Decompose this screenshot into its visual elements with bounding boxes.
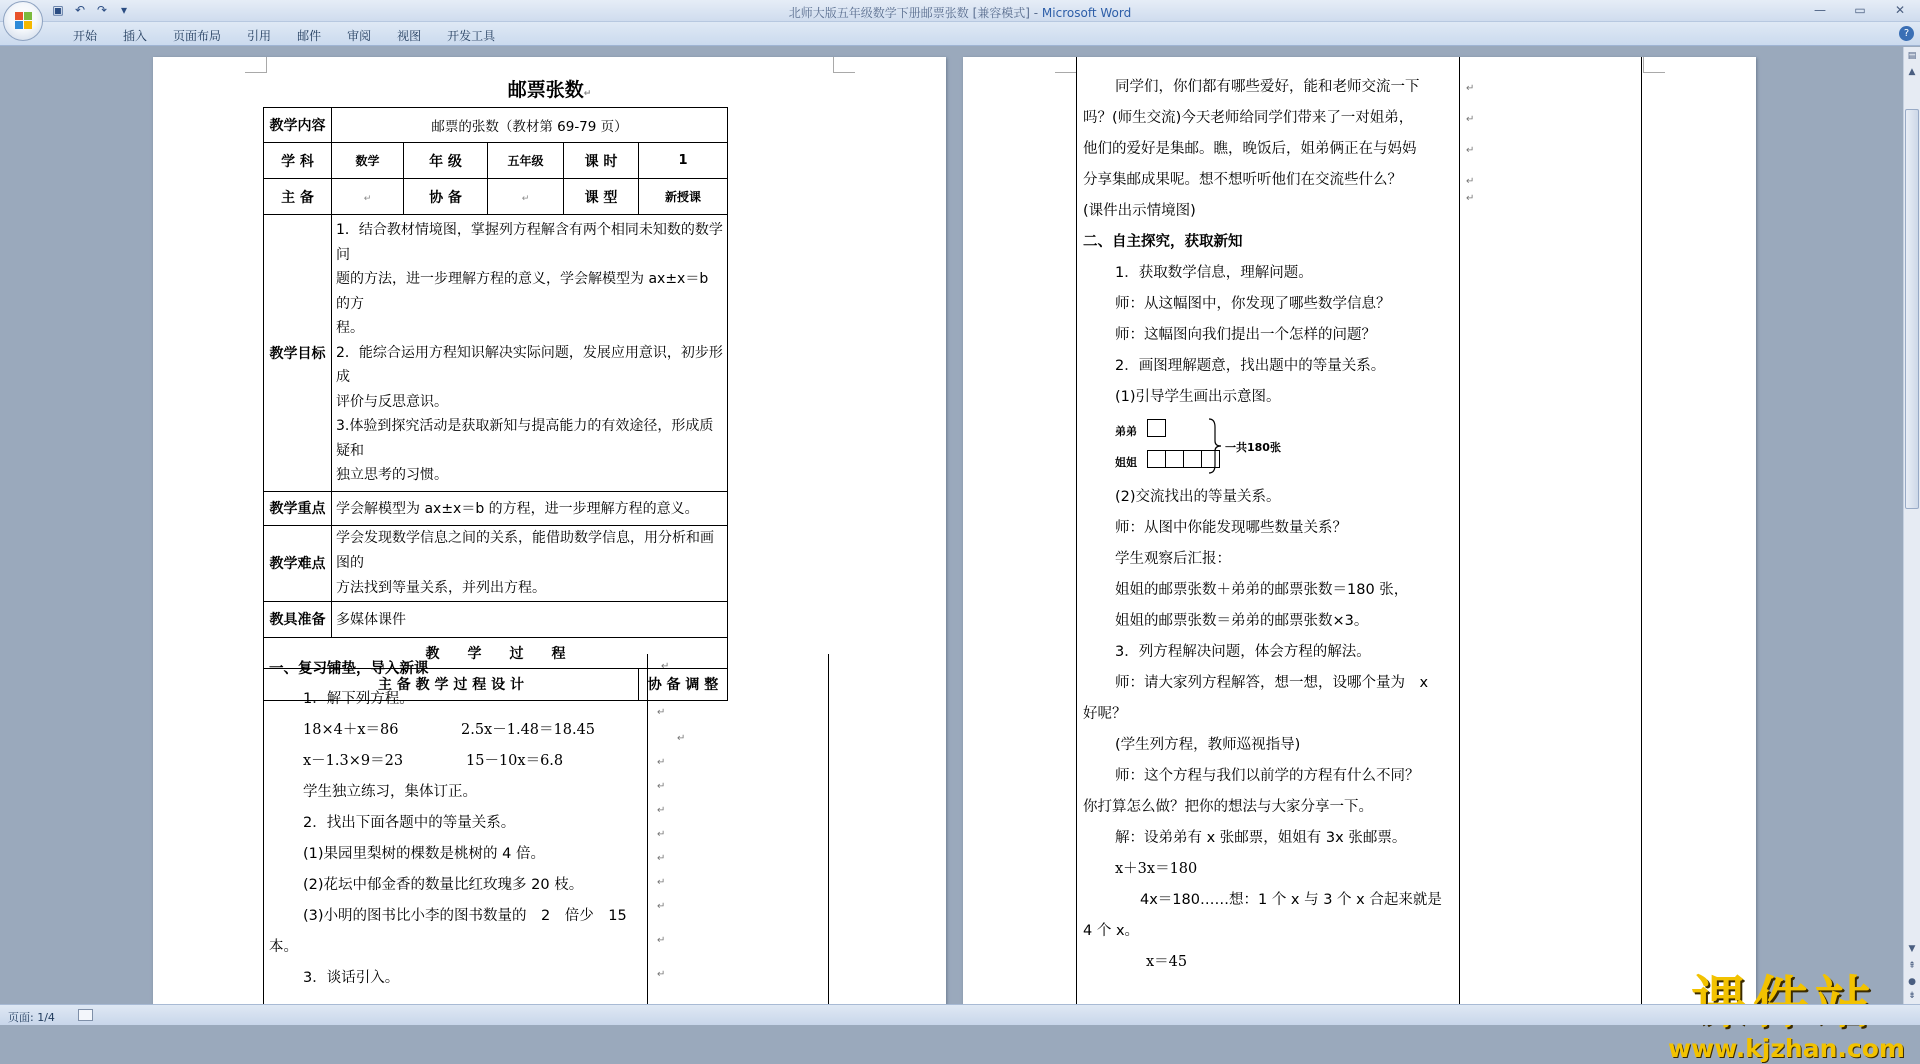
equation: 18×4＋x＝86: [303, 722, 399, 738]
margin-mark: [245, 57, 267, 73]
body-line: (课件出示情境图): [1083, 203, 1196, 219]
body-line: 师：这幅图向我们提出一个怎样的问题？: [1115, 327, 1376, 343]
body-line: 4x＝180……想：1 个 x 与 3 个 x 合起来就是: [1140, 892, 1442, 908]
process-header: 教 学 过 程: [264, 637, 728, 668]
minimize-icon[interactable]: —: [1814, 3, 1826, 17]
key-points-value: 学会解模型为 ax±x＝b 的方程，进一步理解方程的意义。: [332, 491, 728, 525]
body-line: 吗？(师生交流)今天老师给同学们带来了一对姐弟，: [1083, 110, 1414, 126]
vertical-scrollbar[interactable]: [1903, 47, 1920, 1004]
body-line: 同学们，你们都有哪些爱好，能和老师交流一下: [1115, 79, 1420, 95]
save-icon[interactable]: ▣: [52, 3, 64, 17]
body-line: 解：设弟弟有 x 张邮票，姐姐有 3x 张邮票。: [1115, 830, 1407, 846]
diagram-label-brother: 弟弟: [1115, 425, 1137, 438]
body-line: (1)果园里梨树的棵数是桃树的 4 倍。: [303, 846, 545, 862]
margin-mark: [1643, 57, 1665, 73]
ribbon: [0, 22, 1920, 46]
content-label: 教学内容: [264, 108, 332, 143]
body-line: 2．画图理解题意，找出题中的等量关系。: [1115, 358, 1386, 374]
body-line: 姐姐的邮票张数＋弟弟的邮票张数＝180 张，: [1115, 582, 1409, 598]
body-line: (1)引导学生画出示意图。: [1115, 389, 1281, 405]
main-teacher-label: 主 备: [264, 179, 332, 215]
body-line: 好呢？: [1083, 706, 1127, 722]
equation: 2.5x－1.48＝18.45: [461, 722, 596, 738]
equation: x＝45: [1146, 954, 1188, 970]
type-label: 课 型: [564, 179, 639, 215]
body-line: 1．解下列方程。: [303, 691, 414, 707]
page-indicator[interactable]: 页面: 1/4: [8, 1011, 55, 1024]
margin-mark: [833, 57, 855, 73]
body-line: 3．列方程解决问题，体会方程的解法。: [1115, 644, 1371, 660]
body-line: 2．找出下面各题中的等量关系。: [303, 815, 516, 831]
content-value: 邮票的张数（教材第 69-79 页）: [332, 108, 728, 143]
equation: x＋3x＝180: [1115, 861, 1198, 877]
type-value: 新授课: [639, 179, 728, 215]
tab-insert[interactable]: 插入: [123, 29, 148, 43]
page-1[interactable]: 邮票张数↵ 教学内容 邮票的张数（教材第 69-79 页） 学 科 数学 年 级 五年级 课 时 1 主 备 ↵ 协 备 ↵ 课 型 新授课 教学目标 1．结合教材情境图，掌握列方程解含有两个相同未知数的数学问 题的方法，进一步理解方程的意义，学会解模型为 ax±x＝b 的方 程。 2．能综合运用方程知识解决实际问题，发展应用意识，初步形成 评价与反思意识。 3.体验到探究活动是获取新知与提高能力的有效途径，形成质疑和 独立思考的习惯。 教学重点 学会解模型为 ax±x＝b 的方程，进一步理解方程的意义。 教学难点 学会发现数学信息之间的关系，能借助数学信息，用分析和画图的 方法找到等量关系，并列出方程。 教具准备 多媒体课件 教 学 过 程 主 备 教 学 过 程 设 计 协 备 调 整 一、复习铺垫，导入新课 1．解下列方程。 18×4＋x＝86 2.5x－1.48＝18.45 x－1.3×9＝23 15－10x＝6.8 学生独立练习，集体订正。 2．找出下面各题中的等量关系。 (1)果园里梨树的棵数是桃树的 4 倍。 (2)花坛中郁金香的数量比红玫瑰多 20 枝。 (3)小明的图书比小李的图书数量的 2 倍少 15 本。 3．谈话引入。 ↵ ↵ ↵ ↵ ↵ ↵ ↵ ↵ ↵ ↵ ↵ ↵: [153, 57, 946, 1017]
undo-icon[interactable]: ↶: [74, 3, 86, 17]
body-line: 4 个 x。: [1083, 923, 1140, 939]
tab-references[interactable]: 引用: [247, 29, 272, 43]
diagram-box: [1147, 450, 1166, 468]
body-line: (3)小明的图书比小李的图书数量的 2 倍少 15: [303, 908, 627, 924]
ruler-toggle-icon[interactable]: ▤: [1907, 51, 1917, 61]
section-heading: 二、自主探究，获取新知: [1083, 234, 1243, 250]
maximize-icon[interactable]: ▭: [1854, 3, 1866, 17]
body-line: 学生观察后汇报：: [1115, 551, 1231, 567]
scrollbar-thumb[interactable]: [1905, 109, 1919, 509]
body-line: 他们的爱好是集邮。瞧，晚饭后，姐弟俩正在与妈妈: [1083, 141, 1417, 157]
status-bar: [0, 1004, 1920, 1025]
body-line: 分享集邮成果呢。想不想听听他们在交流些什么？: [1083, 172, 1402, 188]
tab-mailings[interactable]: 邮件: [297, 29, 322, 43]
next-page-icon[interactable]: ⇟: [1908, 991, 1916, 1001]
ribbon-tabs: [60, 27, 508, 44]
goals-label: 教学目标: [264, 215, 332, 492]
office-logo-icon: [15, 12, 33, 30]
diagram-box: [1165, 450, 1184, 468]
window-title: 北师大版五年级数学下册邮票张数 [兼容模式] - Microsoft Word: [788, 6, 1132, 20]
browse-object-icon[interactable]: ●: [1908, 977, 1916, 987]
subject-value: 数学: [332, 143, 404, 179]
difficult-points-label: 教学难点: [264, 525, 332, 601]
brace-icon: [1207, 417, 1225, 475]
adjust-header: 协 备 调 整: [639, 668, 728, 700]
body-line: 师：请大家列方程解答，想一想，设哪个量为 x: [1115, 675, 1429, 691]
lesson-info-table: [263, 107, 728, 701]
tab-view[interactable]: 视图: [397, 29, 422, 43]
tools-label: 教具准备: [264, 601, 332, 637]
window-controls: [1800, 0, 1920, 20]
diagram-box: [1147, 419, 1166, 437]
office-button[interactable]: [3, 1, 43, 41]
grade-label: 年 级: [404, 143, 488, 179]
close-icon[interactable]: ✕: [1894, 3, 1906, 17]
grade-value: 五年级: [488, 143, 564, 179]
hours-label: 课 时: [564, 143, 639, 179]
assist-teacher-label: 协 备: [404, 179, 488, 215]
margin-mark: [1055, 57, 1077, 73]
body-line: 师：从图中你能发现哪些数量关系？: [1115, 520, 1347, 536]
difficult-points-value: 学会发现数学信息之间的关系，能借助数学信息，用分析和画图的 方法找到等量关系，并列出方程。: [332, 525, 728, 601]
redo-icon[interactable]: ↷: [96, 3, 108, 17]
body-line: (学生列方程，教师巡视指导): [1115, 737, 1301, 753]
body-line: 你打算怎么做？把你的想法与大家分享一下。: [1083, 799, 1373, 815]
body-line: 1．获取数学信息，理解问题。: [1115, 265, 1313, 281]
tab-developer[interactable]: 开发工具: [447, 29, 496, 43]
body-line: (2)花坛中郁金香的数量比红玫瑰多 20 枝。: [303, 877, 584, 893]
design-header: 主 备 教 学 过 程 设 计: [264, 668, 639, 700]
body-line: 3．谈话引入。: [303, 970, 400, 986]
previous-page-icon[interactable]: ⇞: [1908, 961, 1916, 971]
watermark-logo: www.kjzhan.com: [1668, 1034, 1905, 1063]
equation: 15－10x＝6.8: [466, 753, 564, 769]
main-teacher-value: ↵: [332, 179, 404, 215]
help-icon[interactable]: ?: [1899, 26, 1914, 41]
subject-label: 学 科: [264, 143, 332, 179]
goals-value: 1．结合教材情境图，掌握列方程解含有两个相同未知数的数学问 题的方法，进一步理解方程的意义，学会解模型为 ax±x＝b 的方 程。 2．能综合运用方程知识解决实际问题，发展应用意识，初步形成 评价与反思意识。 3.体验到探究活动是获取新知与提高能力的有效途径，形成质疑和 独立思考的习惯。: [332, 215, 728, 492]
body-line: 师：这个方程与我们以前学的方程有什么不同？: [1115, 768, 1420, 784]
section-heading: 一、复习铺垫，导入新课: [269, 661, 429, 677]
page-title: 邮票张数↵: [507, 79, 592, 101]
customize-icon[interactable]: ▾: [120, 3, 128, 17]
title-bar: [0, 0, 1920, 22]
page-2[interactable]: 同学们，你们都有哪些爱好，能和老师交流一下 吗？(师生交流)今天老师给同学们带来了一对姐弟， 他们的爱好是集邮。瞧，晚饭后，姐弟俩正在与妈妈 分享集邮成果呢。想不想听听他们在交流些什么？ (课件出示情境图) 二、自主探究，获取新知 1．获取数学信息，理解问题。 师：从这幅图中，你发现了哪些数学信息？ 师：这幅图向我们提出一个怎样的问题？ 2．画图理解题意，找出题中的等量关系。 (1)引导学生画出示意图。 弟弟 姐姐 一共180张 (2)交流找出的等量关系。 师：从图中你能发现哪些数量关系？ 学生观察后汇报： 姐姐的邮票张数＋弟弟的邮票张数＝180 张， 姐姐的邮票张数＝弟弟的邮票张数×3。 3．列方程解决问题，体会方程的解法。 师：请大家列方程解答，想一想，设哪个量为 x 好呢？ (学生列方程，教师巡视指导) 师：这个方程与我们以前学的方程有什么不同？ 你打算怎么做？把你的想法与大家分享一下。 解：设弟弟有 x 张邮票，姐姐有 3x 张邮票。 x＋3x＝180 4x＝180……想：1 个 x 与 3 个 x 合起来就是 4 个 x。 x＝45 ↵ ↵ ↵ ↵ ↵: [963, 57, 1756, 1017]
diagram-label-sister: 姐姐: [1115, 456, 1137, 469]
tab-home[interactable]: 开始: [73, 29, 98, 43]
body-line: (2)交流找出的等量关系。: [1115, 489, 1281, 505]
key-points-label: 教学重点: [264, 491, 332, 525]
diagram-total: 一共180张: [1225, 441, 1281, 454]
proofing-icon[interactable]: [78, 1009, 93, 1021]
body-line: 姐姐的邮票张数＝弟弟的邮票张数×3。: [1115, 613, 1369, 629]
scroll-up-icon[interactable]: ▲: [1908, 67, 1916, 77]
body-line: 本。: [269, 939, 298, 955]
tools-value: 多媒体课件: [332, 601, 728, 637]
hours-value: 1: [639, 143, 728, 179]
scroll-down-icon[interactable]: ▼: [1908, 944, 1916, 954]
tab-review[interactable]: 审阅: [347, 29, 372, 43]
diagram-box: [1183, 450, 1202, 468]
body-line: 学生独立练习，集体订正。: [303, 784, 477, 800]
body-line: 师：从这幅图中，你发现了哪些数学信息？: [1115, 296, 1391, 312]
equation: x－1.3×9＝23: [303, 753, 404, 769]
tab-page-layout[interactable]: 页面布局: [173, 29, 222, 43]
assist-teacher-value: ↵: [488, 179, 564, 215]
